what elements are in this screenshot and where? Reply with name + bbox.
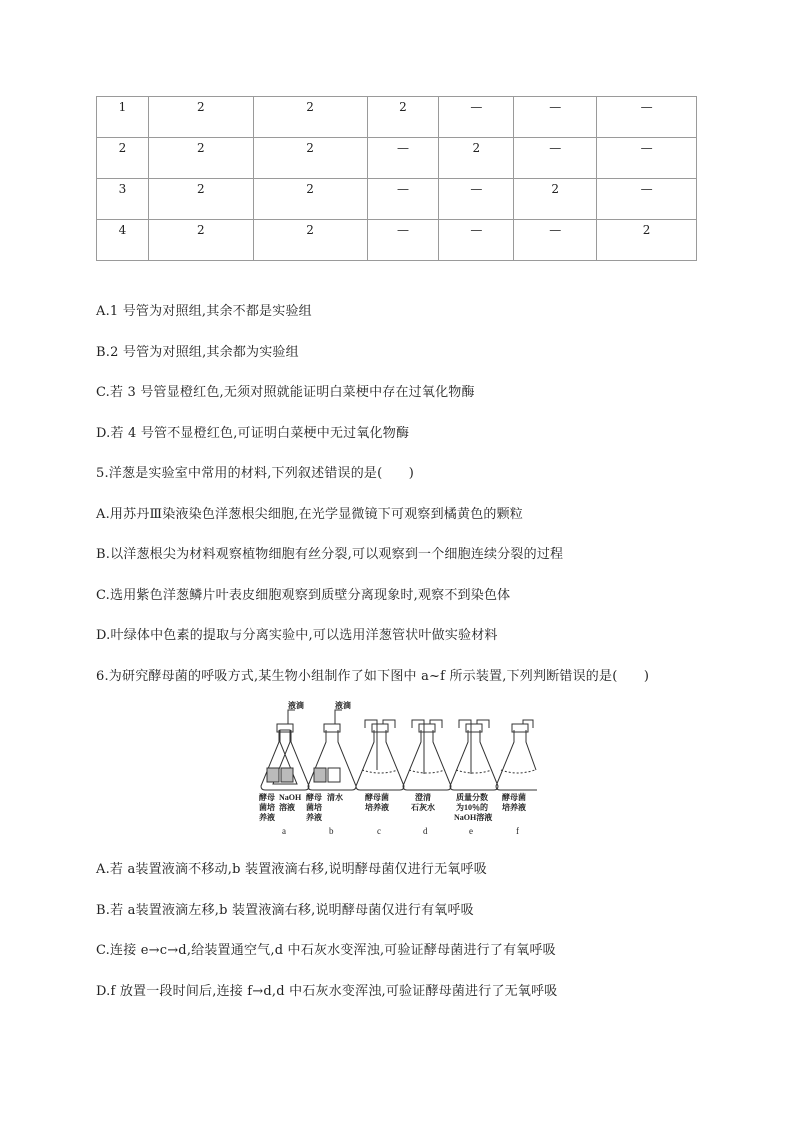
table-cell: — (597, 97, 697, 138)
table-cell: 2 (148, 138, 253, 179)
q6-stem: 6.为研究酵母菌的呼吸方式,某生物小组制作了如下图中 a~f 所示装置,下列判断错误的是( ) (96, 669, 650, 684)
q5-stem: 5.洋葱是实验室中常用的材料,下列叙述错误的是( ) (96, 466, 415, 481)
flask-a (261, 710, 309, 790)
letter-f: f (516, 826, 519, 836)
table-cell: — (439, 179, 514, 220)
table-cell: 2 (253, 179, 367, 220)
label-f: 酵母菌 (502, 793, 526, 802)
label-c: 培养液 (365, 803, 389, 812)
table-cell: 2 (148, 97, 253, 138)
droplet-label-a: 液滴 (288, 701, 304, 710)
table-cell: — (439, 220, 514, 261)
table-cell: 2 (514, 179, 597, 220)
table-cell: 2 (148, 220, 253, 261)
table-cell: — (514, 220, 597, 261)
q5-option-c: C.选用紫色洋葱鳞片叶表皮细胞观察到质壁分离现象时,观察不到染色体 (96, 588, 511, 603)
q6-option-a: A.若 a装置液滴不移动,b 装置液滴右移,说明酵母菌仅进行无氧呼吸 (96, 862, 487, 877)
table-row (97, 138, 697, 179)
table-cell: — (514, 138, 597, 179)
q5-option-a: A.用苏丹Ⅲ染液染色洋葱根尖细胞,在光学显微镜下可观察到橘黄色的颗粒 (96, 507, 523, 522)
q5-option-b: B.以洋葱根尖为材料观察植物细胞有丝分裂,可以观察到一个细胞连续分裂的过程 (96, 547, 564, 562)
table-cell: 3 (97, 179, 149, 220)
label-b-left: 酵母 (306, 793, 322, 802)
label-c: 酵母菌 (365, 793, 389, 802)
table-row (97, 97, 697, 138)
letter-c: c (377, 826, 381, 836)
q6-option-d: D.f 放置一段时间后,连接 f→d,d 中石灰水变浑浊,可验证酵母菌进行了无氧呼吸 (96, 984, 558, 999)
label-d: 石灰水 (411, 803, 435, 812)
q5-option-d: D.叶绿体中色素的提取与分离实验中,可以选用洋葱管状叶做实验材料 (96, 628, 498, 643)
table-cell: 2 (597, 220, 697, 261)
q4-option-b: B.2 号管为对照组,其余都为实验组 (96, 345, 299, 360)
table-row (97, 220, 697, 261)
table-cell: — (367, 179, 439, 220)
q6-option-c: C.连接 e→c→d,给装置通空气,d 中石灰水变浑浊,可验证酵母菌进行了有氧呼吸 (96, 943, 556, 958)
q4-option-d: D.若 4 号管不显橙红色,可证明白菜梗中无过氧化物酶 (96, 426, 410, 441)
q4-option-a: A.1 号管为对照组,其余不都是实验组 (96, 304, 312, 319)
table-cell: — (439, 97, 514, 138)
q4-option-c: C.若 3 号管显橙红色,无须对照就能证明白菜梗中存在过氧化物酶 (96, 385, 475, 400)
flask-b (308, 710, 356, 790)
flask-e (450, 720, 498, 790)
label-b-left: 养液 (306, 813, 322, 822)
q6-option-b: B.若 a装置液滴左移,b 装置液滴右移,说明酵母菌仅进行有氧呼吸 (96, 903, 474, 918)
label-d: 澄清 (415, 793, 431, 802)
table-cell: 1 (97, 97, 149, 138)
label-a-left: 酵母 (259, 793, 275, 802)
label-a-left: 菌培 (259, 803, 275, 812)
label-e: NaOH溶液 (454, 813, 493, 822)
table-cell: — (514, 97, 597, 138)
letter-d: d (423, 826, 428, 836)
label-f: 培养液 (502, 803, 526, 812)
table-cell: 2 (253, 138, 367, 179)
yeast-apparatus-figure (255, 700, 537, 840)
table-cell: — (367, 138, 439, 179)
table-row (97, 179, 697, 220)
table-cell: 4 (97, 220, 149, 261)
label-e: 为10％的 (456, 803, 488, 812)
table-cell: — (597, 179, 697, 220)
flask-c (356, 720, 404, 790)
table-cell: 2 (253, 97, 367, 138)
letter-b: b (329, 826, 334, 836)
table-cell: 2 (148, 179, 253, 220)
flask-f (496, 720, 537, 790)
label-b-left: 菌培 (306, 803, 322, 812)
table-cell: 2 (439, 138, 514, 179)
label-a-right: 溶液 (279, 803, 295, 812)
label-a-left: 养液 (259, 813, 275, 822)
label-a-right: NaOH (279, 793, 302, 802)
letter-a: a (282, 826, 286, 836)
label-e: 质量分数 (456, 793, 488, 802)
table-cell: — (597, 138, 697, 179)
flask-d (403, 720, 451, 790)
table-cell: — (367, 220, 439, 261)
table-cell: 2 (97, 138, 149, 179)
table-cell: 2 (367, 97, 439, 138)
reagent-table (96, 96, 697, 261)
label-b-right: 清水 (327, 793, 343, 802)
table-cell: 2 (253, 220, 367, 261)
droplet-label-b: 液滴 (335, 701, 351, 710)
letter-e: e (469, 826, 473, 836)
